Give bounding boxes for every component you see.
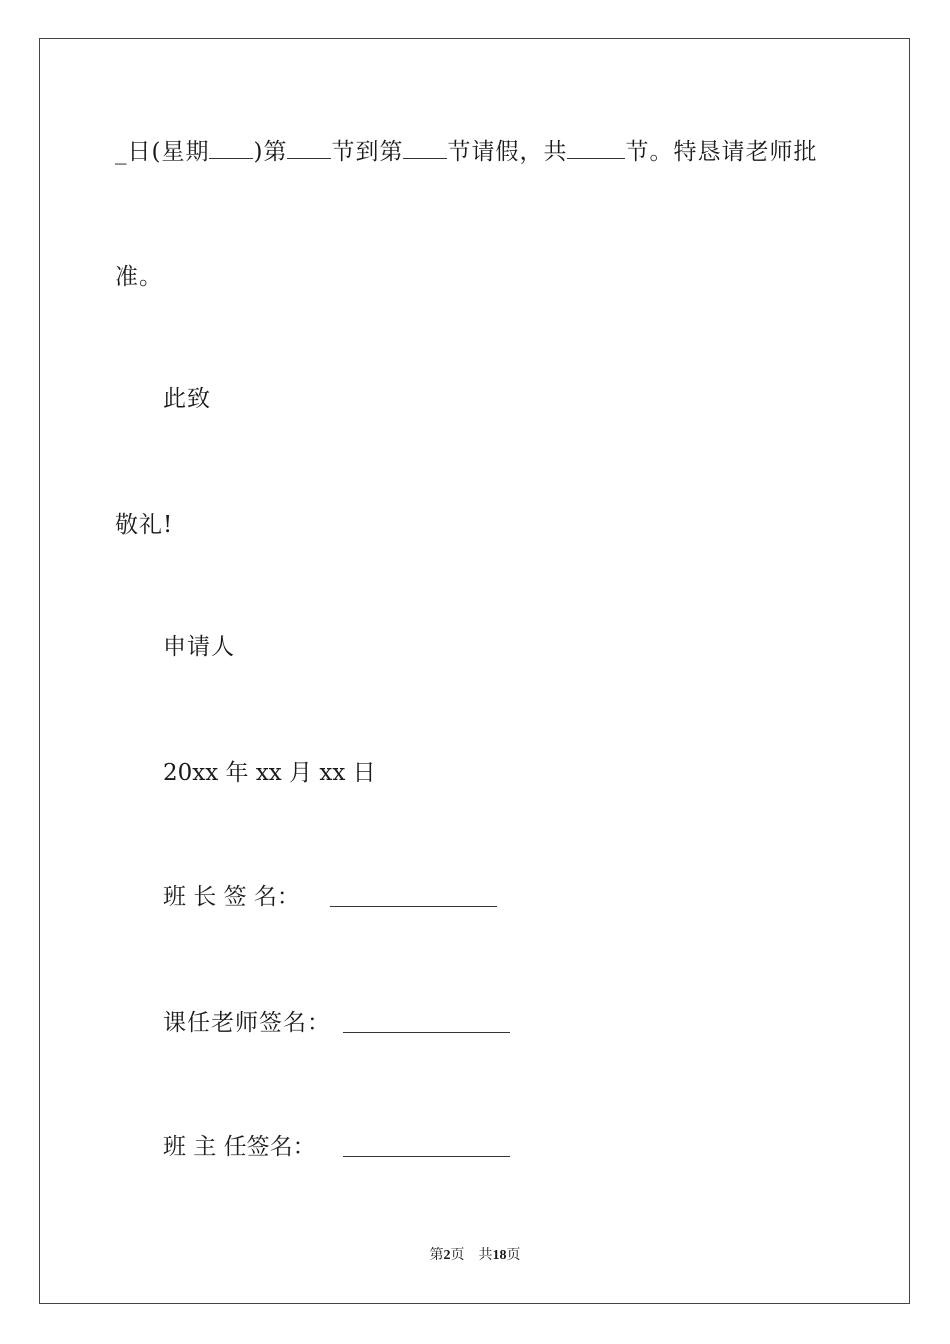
text-segment: _日(星期 [115,139,210,165]
body-continuation: 准。 [115,264,163,290]
closing: 敬礼! [115,512,174,538]
text-segment: 节到第 [331,139,404,165]
current-page-number: 2 [443,1248,451,1263]
footer-suffix: 页 [506,1248,521,1263]
end-period-blank [403,136,447,159]
teacher-signature-label: 课任老师签名： [163,1010,331,1036]
teacher-signature-line [343,1032,510,1033]
total-periods-blank [567,136,625,159]
weekday-blank [209,136,253,159]
page-footer [0,1246,950,1266]
footer-mid: 页 共 [450,1248,493,1263]
salutation: 此致 [163,386,211,412]
total-page-count: 18 [492,1248,507,1263]
start-period-blank [287,136,331,159]
monitor-signature-line [330,906,497,907]
head-teacher-signature-line [343,1156,510,1157]
head-teacher-signature-label: 班 主 任签名： [163,1134,316,1160]
text-segment: 节请假，共 [447,139,568,165]
page-frame [39,38,910,1304]
monitor-signature-label: 班 长 签 名： [163,884,300,910]
date-line: 20xx 年 xx 月 xx 日 [163,760,376,786]
applicant-label: 申请人 [163,634,235,660]
footer-prefix: 第 [429,1248,444,1263]
leave-period-line [115,136,817,167]
text-segment: )第 [253,139,288,165]
text-segment: 节。特恳请老师批 [625,139,818,165]
